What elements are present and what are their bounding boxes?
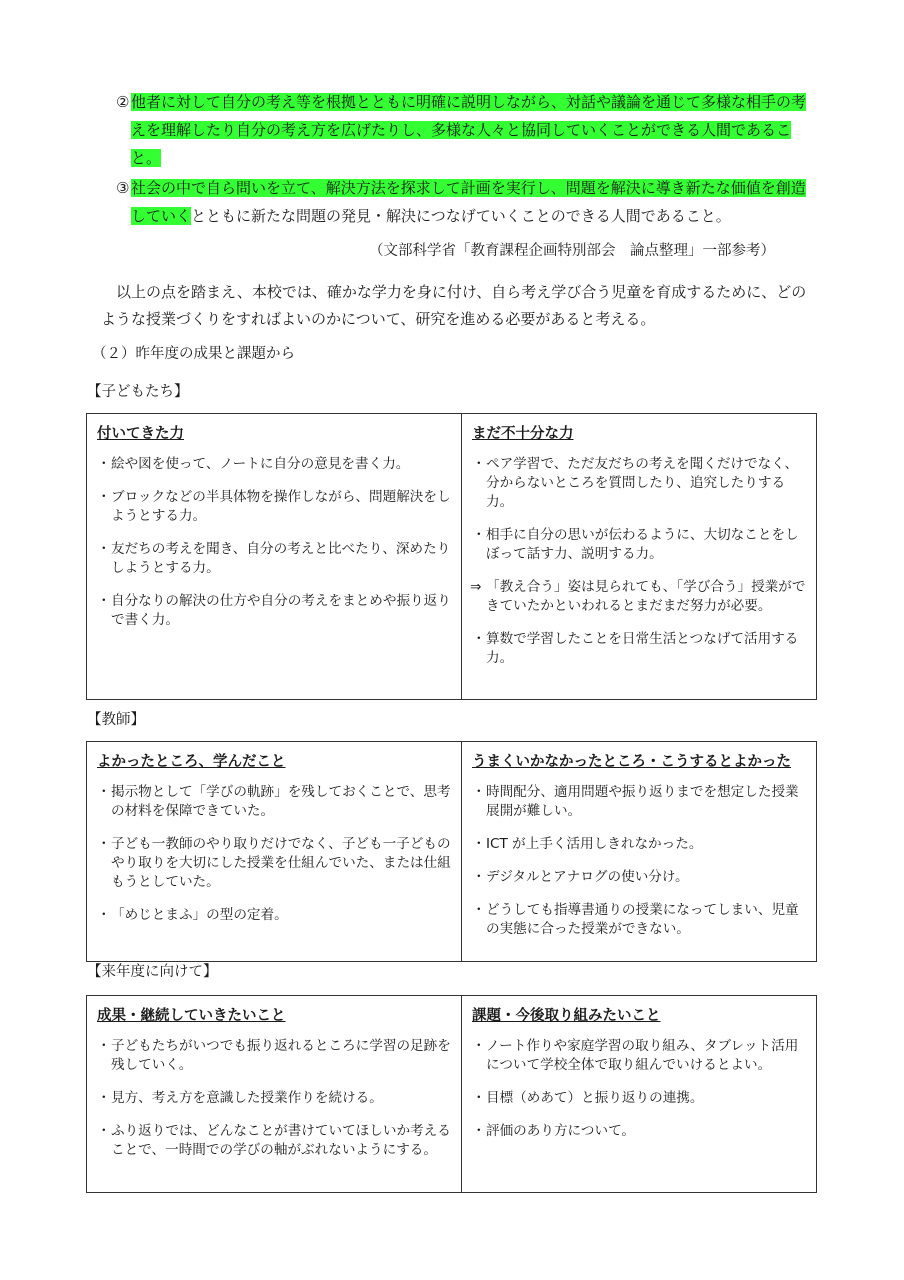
column-title: 成果・継続していきたいこと xyxy=(97,1008,286,1024)
list-item: ・ 「めじとまふ」の型の定着。 xyxy=(97,906,451,925)
list-item: ・ 相手に自分の思いが伝わるように、大切なことをしぼって話す力、説明する力。 xyxy=(472,526,806,564)
column-title: よかったところ、学んだこと xyxy=(97,754,286,770)
numbered-item-2 xyxy=(116,88,816,172)
left-column xyxy=(87,742,462,962)
numbered-item-3 xyxy=(116,174,816,230)
highlighted-text: 社会の中で自ら問いを立て、解決方法を探求して計画を実行し、問題を解決に導き新たな価値を創造していく xyxy=(131,179,806,225)
list-item: ・ どうしても指導書通りの授業になってしまい、児童の実態に合った授業ができない。 xyxy=(472,901,806,939)
table-next-year xyxy=(86,995,817,1193)
body-paragraph: 以上の点を踏まえ、本校では、確かな学力を身に付け、自ら考え学び合う児童を育成するために、どのような授業づくりをすればよいのかについて、研究を進める必要があると考える。 xyxy=(101,283,807,328)
column-title: まだ不十分な力 xyxy=(472,426,574,442)
table-children xyxy=(86,413,817,700)
list-item: ・ ふり返りでは、どんなことが書けていてほしいか考えることで、一時間での学びの軸がぶれないようにする。 xyxy=(97,1122,451,1160)
list-item: ・ 掲示物として「学びの軌跡」を残しておくことで、思考の材料を保障できていた。 xyxy=(97,783,451,821)
list-item: ・ 絵や図を使って、ノートに自分の意見を書く力。 xyxy=(97,455,451,474)
item-list xyxy=(97,783,451,925)
list-item: ・ ノート作りや家庭学習の取り組み、タブレット活用について学校全体で取り組んでいけるとよい。 xyxy=(472,1037,806,1075)
highlighted-text: 他者に対して自分の考え等を根拠とともに明確に説明しながら、対話や議論を通じて多様な相手の考えを理解したり自分の考え方を広げたりし、多様な人々と協同していくことができる人間であること。 xyxy=(131,93,807,167)
left-column xyxy=(87,414,462,700)
left-column xyxy=(87,996,462,1193)
column-title: 課題・今後取り組みたいこと xyxy=(472,1008,661,1024)
item-list xyxy=(472,1037,806,1141)
item-number: ② xyxy=(116,93,130,111)
table-heading-next-year: 【来年度に向けて】 xyxy=(87,964,218,980)
item-number: ③ xyxy=(116,179,130,197)
right-column xyxy=(462,996,817,1193)
list-item: ・ 友だちの考えを聞き、自分の考えと比べたり、深めたりしようとする力。 xyxy=(97,540,451,578)
item-text: とともに新たな問題の発見・解決につなげていくことのできる人間であること。 xyxy=(191,207,731,225)
table-heading-children: 【子どもたち】 xyxy=(87,384,189,400)
list-item: ・ 子どもたちがいつでも振り返れるところに学習の足跡を残していく。 xyxy=(97,1037,451,1075)
list-item: ・ ICT が上手く活用しきれなかった。 xyxy=(472,835,806,854)
list-item: ・ 見方、考え方を意識した授業作りを続ける。 xyxy=(97,1089,451,1108)
list-item: ・ 算数で学習したことを日常生活とつなげて活用する力。 xyxy=(472,630,806,668)
column-title: うまくいかなかったところ・こうするとよかった xyxy=(472,754,791,770)
list-item: ・ デジタルとアナログの使い分け。 xyxy=(472,868,806,887)
list-item-arrow: ⇒ 「教え合う」姿は見られても、「学び合う」授業ができていたかといわれるとまだまだ努力が必要。 xyxy=(472,578,806,616)
right-column xyxy=(462,742,817,962)
item-list xyxy=(472,455,806,668)
list-item: ・ 自分なりの解決の仕方や自分の考えをまとめや振り返りで書く力。 xyxy=(97,592,451,630)
list-item: ・ 子ども一教師のやり取りだけでなく、子ども一子どものやり取りを大切にした授業を仕組んでいた、または仕組もうとしていた。 xyxy=(97,835,451,892)
table-heading-teachers: 【教師】 xyxy=(87,712,145,728)
right-column xyxy=(462,414,817,700)
column-title: 付いてきた力 xyxy=(97,426,184,442)
item-list xyxy=(97,455,451,630)
list-item: ・ 時間配分、適用問題や振り返りまでを想定した授業展開が難しい。 xyxy=(472,783,806,821)
list-item: ・ 目標（めあて）と振り返りの連携。 xyxy=(472,1089,806,1108)
list-item: ・ ブロックなどの半具体物を操作しながら、問題解決をしようとする力。 xyxy=(97,488,451,526)
table-teachers xyxy=(86,741,817,962)
list-item: ・ 評価のあり方について。 xyxy=(472,1122,806,1141)
item-list xyxy=(97,1037,451,1160)
section-title: （２）昨年度の成果と課題から xyxy=(92,346,295,362)
item-list xyxy=(472,783,806,939)
citation: （文部科学省「教育課程企画特別部会 論点整理」一部参考） xyxy=(369,243,775,259)
list-item: ・ ペア学習で、ただ友だちの考えを聞くだけでなく、分からないところを質問したり、追究したりする力。 xyxy=(472,455,806,512)
